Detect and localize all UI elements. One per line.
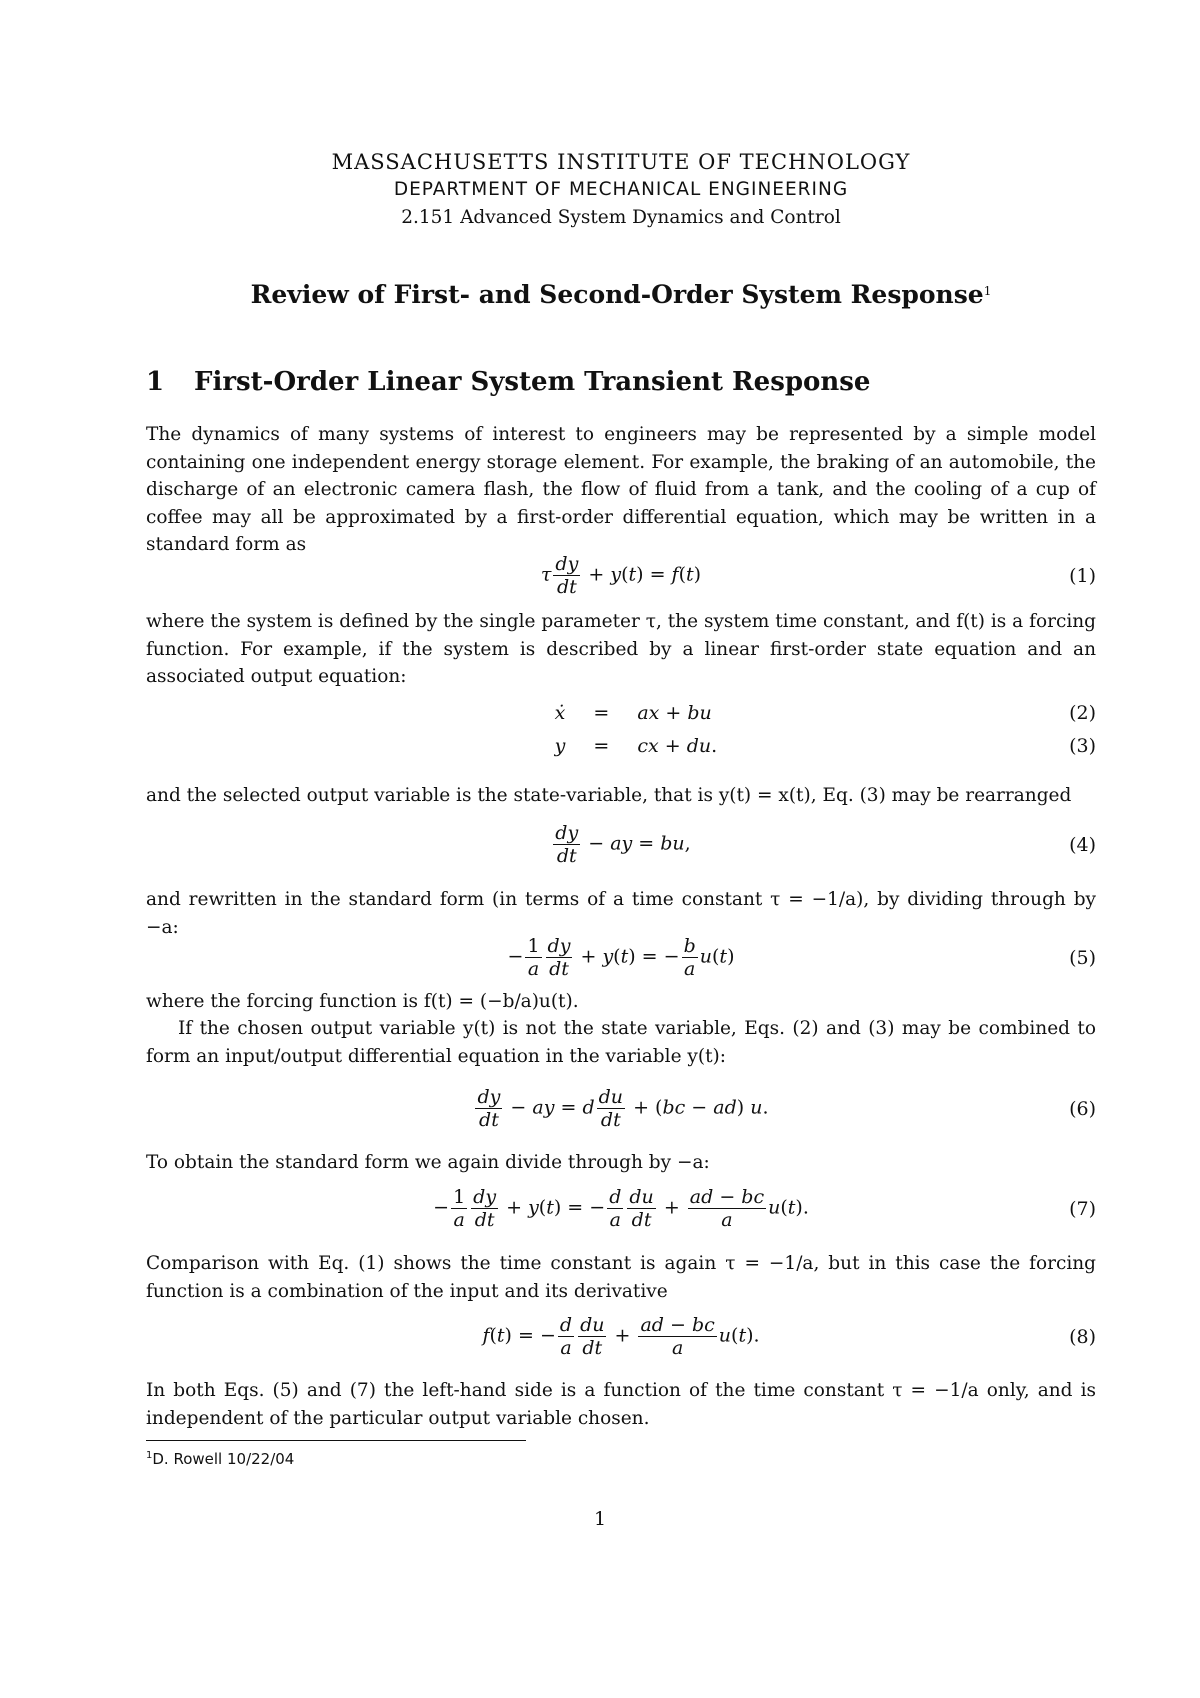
title-text: Review of First- and Second-Order System Response	[250, 280, 984, 309]
paragraph-3	[146, 782, 1096, 810]
paragraph-1	[146, 421, 1096, 559]
equation-number: (1)	[1069, 565, 1096, 587]
paragraph-7	[146, 1149, 1096, 1177]
paragraph-6	[146, 1015, 1096, 1070]
equation-body: − $\frac{1}{a}$ $\frac{dy}{dt}$ + y(t) = − $\frac{b}{a}$ u(t)	[507, 935, 735, 980]
paragraph-2	[146, 608, 1096, 691]
document-title	[146, 280, 1096, 309]
page-number: 1	[593, 1508, 607, 1530]
footnote-rule	[146, 1440, 526, 1441]
paragraph-9	[146, 1377, 1096, 1432]
equation-number: (2)	[1069, 702, 1096, 724]
section-heading	[146, 367, 1096, 397]
department-name: DEPARTMENT OF MECHANICAL ENGINEERING	[393, 179, 849, 200]
paragraph-text: To obtain the standard form we again divide through by −a:	[146, 1152, 710, 1173]
equation-body: − $\frac{1}{a}$ $\frac{dy}{dt}$ + y(t) = − $\frac{d}{a}$ $\frac{du}{dt}$ + $\frac{ad - bc}{a}$ u(t).	[433, 1186, 809, 1231]
equation-number: (3)	[1069, 735, 1096, 757]
paragraph-text: and rewritten in the standard form (in terms of a time constant τ = −1/a), by dividing through by −a:	[146, 889, 1096, 938]
equation-number: (8)	[1069, 1326, 1096, 1348]
equation-body: $\frac{dy}{dt}$ − ay = bu,	[555, 822, 691, 867]
paragraph-text: If the chosen output variable y(t) is not the state variable, Eqs. (2) and (3) may be combined to form an input/output differential equation in the variable y(t):	[146, 1018, 1096, 1067]
equation-body: $\frac{dy}{dt}$ − ay = d $\frac{du}{dt}$ + (bc − ad) u.	[477, 1086, 769, 1131]
equation-body: ẋ = ax + bu	[554, 702, 712, 724]
paragraph-text: where the system is defined by the single parameter τ, the system time constant, and f(t) is a forcing function. For example, if the system is described by a linear first-order state equation and an associated output equation:	[146, 611, 1096, 687]
paragraph-5	[146, 988, 1096, 1016]
paragraph-8	[146, 1250, 1096, 1305]
paragraph-text: In both Eqs. (5) and (7) the left-hand side is a function of the time constant τ = −1/a only, and is independent of the particular output variable chosen.	[146, 1380, 1096, 1429]
paragraph-4	[146, 886, 1096, 941]
institute-name: MASSACHUSETTS INSTITUTE OF TECHNOLOGY	[331, 150, 911, 174]
document-header	[146, 148, 1096, 232]
equation-body: f(t) = − $\frac{d}{a}$ $\frac{du}{dt}$ + $\frac{ad - bc}{a}$ u(t).	[482, 1314, 760, 1359]
equation-body: y = cx + du.	[554, 735, 718, 757]
equation-number: (4)	[1069, 834, 1096, 856]
section-title: First-Order Linear System Transient Response	[194, 367, 871, 397]
paragraph-text: and the selected output variable is the state-variable, that is y(t) = x(t), Eq. (3) may be rearranged	[146, 785, 1072, 806]
equation-number: (7)	[1069, 1198, 1096, 1220]
title-footnote-mark: 1	[983, 284, 992, 298]
equation-number: (6)	[1069, 1098, 1096, 1120]
paragraph-text: The dynamics of many systems of interest to engineers may be represented by a simple model containing one independent energy storage element. For example, the braking of an automobile, the discharge of an electronic camera flash, the flow of fluid from a tank, and the cooling of a cup of coffee may all be approximated by a first-order differential equation, which may be written in a standard form as	[146, 424, 1096, 555]
section-number: 1	[146, 367, 165, 397]
footnote-mark: 1	[146, 1450, 153, 1461]
footnote-text: D. Rowell 10/22/04	[152, 1450, 295, 1468]
equation-body: τ $\frac{dy}{dt}$ + y(t) = f(t)	[540, 553, 702, 598]
equation-number: (5)	[1069, 947, 1096, 969]
course-name: 2.151 Advanced System Dynamics and Control	[401, 207, 841, 228]
paragraph-text: Comparison with Eq. (1) shows the time constant is again τ = −1/a, but in this case the forcing function is a combination of the input and its derivative	[146, 1253, 1096, 1302]
paragraph-text: where the forcing function is f(t) = (−b/a)u(t).	[146, 991, 579, 1012]
footnote	[146, 1450, 294, 1468]
